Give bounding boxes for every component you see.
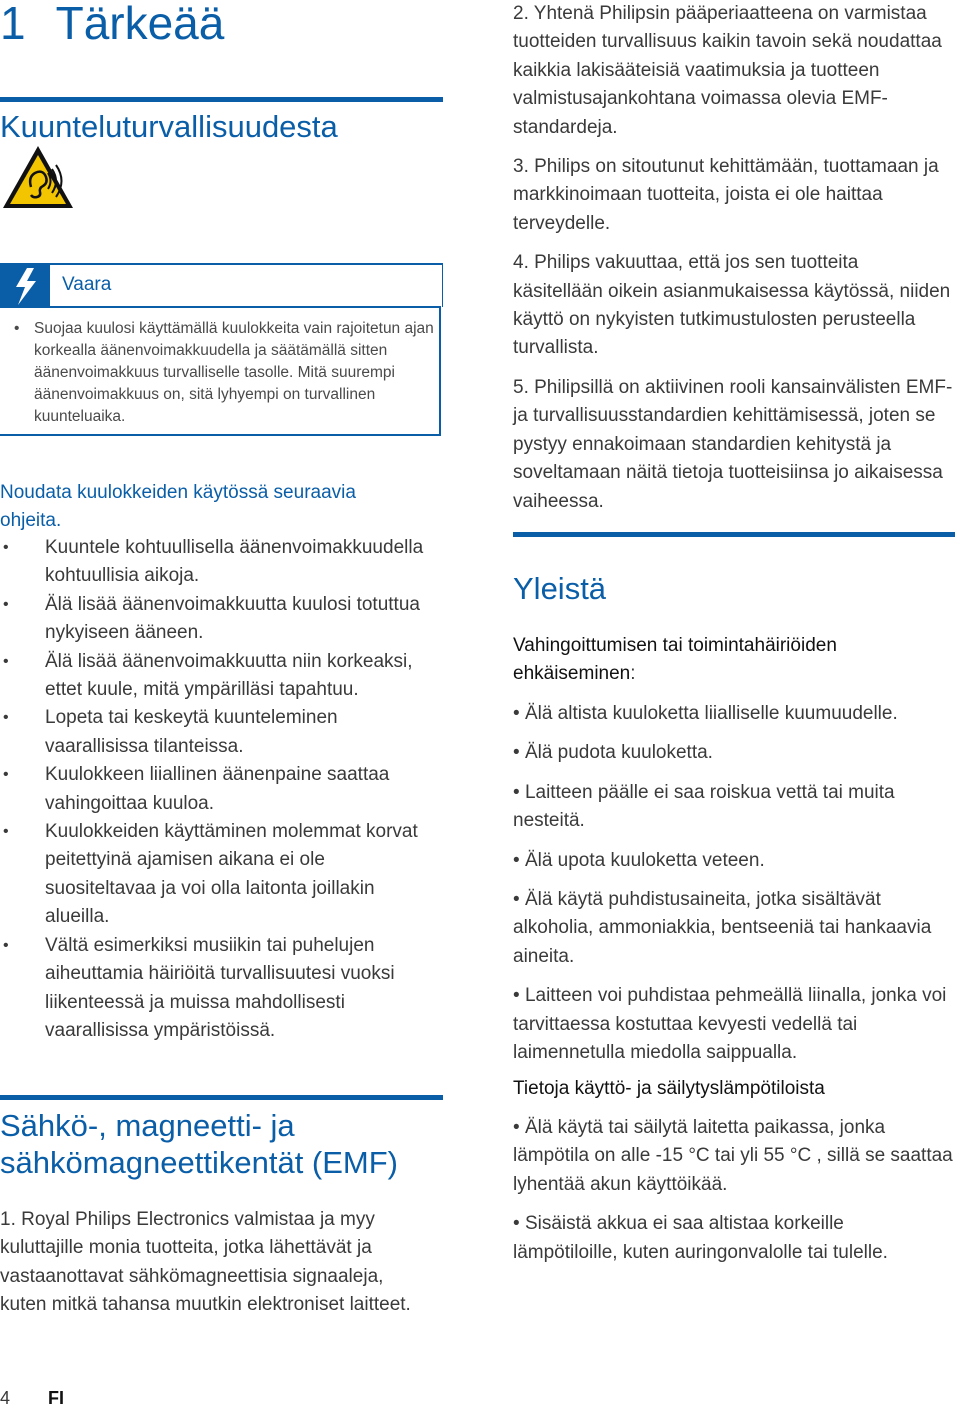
list-item: • Kuuntele kohtuullisella äänenvoimakkuudella kohtuullisia aikoja. xyxy=(0,534,425,591)
chapter-title xyxy=(0,0,224,50)
list-item: • Älä käytä puhdistusaineita, jotka sisältävät alkoholia, ammoniakkia, bentseeniä tai hankaavia aineita. xyxy=(513,889,932,967)
list-item-text: Sisäistä akkua ei saa altistaa korkeille lämpötiloille, kuten auringonvalolle tai tulelle. xyxy=(513,1213,888,1263)
list-item: • Älä lisää äänenvoimakkuutta kuulosi totuttua nykyiseen ääneen. xyxy=(0,591,425,648)
list-item-text: Älä upota kuuloketta veteen. xyxy=(524,849,765,871)
page-number: 4 xyxy=(0,1388,11,1408)
list-item: • Vältä esimerkiksi musiikin tai puhelujen aiheuttamia häiriöitä turvallisuutesi vuoksi liikenteessä ja muissa mahdollisesti vaarallisissa ympäristöissä. xyxy=(0,932,425,1046)
general-title: Yleistä xyxy=(513,571,607,606)
danger-badge xyxy=(0,265,50,307)
listening-safety-lead: Noudata kuulokkeiden käytössä seuraavia ohjeita. xyxy=(0,482,356,531)
chapter-title-text: Tärkeää xyxy=(55,0,225,49)
listening-safety-title: Kuunteluturvallisuudesta xyxy=(0,109,338,144)
list-item: • Älä käytä tai säilytä laitetta paikassa, jonka lämpötila on alle -15 °C tai yli 55 °C , sillä se saattaa lyhentää akun käyttöikää. xyxy=(513,1117,953,1195)
temp-list xyxy=(513,1114,953,1267)
list-item: • Älä altista kuuloketta liialliselle kuumuudelle. xyxy=(513,703,898,724)
list-item-text: Älä pudota kuuloketta. xyxy=(524,742,713,764)
listening-safety-list xyxy=(0,534,425,1045)
list-item: • Älä lisää äänenvoimakkuutta niin korkeaksi, ettet kuule, mitä ympärilläsi tapahtuu. xyxy=(0,648,425,705)
language-code: FI xyxy=(48,1388,64,1408)
danger-text-list xyxy=(14,318,434,428)
damage-heading-text: Vahingoittumisen tai toimintahäiriöiden ehkäiseminen xyxy=(513,635,837,684)
list-item: • Laitteen voi puhdistaa pehmeällä liinalla, jonka voi tarvittaessa kostuttaa kevyesti vedellä tai laimennetulla miedolla saippualla. xyxy=(513,985,947,1064)
emf-point: 1. Royal Philips Electronics valmistaa ja myy kuluttajille monia tuotteita, jotka lähettävät ja vastaanottavat sähkömagneettisia signaaleja, kuten mitkä tahansa muutkin elektroniset laitteet. xyxy=(0,1209,411,1316)
list-item: • Kuulokkeen liiallinen äänenpaine saattaa vahingoittaa kuuloa. xyxy=(0,761,425,818)
section-divider xyxy=(513,532,955,537)
danger-label: Vaara xyxy=(62,274,112,295)
section-divider xyxy=(0,97,443,102)
emf-title-line2: sähkömagneettikentät (EMF) xyxy=(0,1145,399,1180)
list-item: • Sisäistä akkua ei saa altistaa korkeille lämpötiloille, kuten auringonvalolle tai tulelle. xyxy=(513,1213,888,1263)
damage-list xyxy=(513,700,953,1067)
list-item-text: Laitteen voi puhdistaa pehmeällä liinalla, jonka voi tarvittaessa kostuttaa kevyesti vedellä tai laimennetulla miedolla saippualla. xyxy=(513,985,947,1064)
hearing-damage-warning-icon xyxy=(0,143,76,211)
section-divider xyxy=(0,1095,443,1100)
emf-points-right xyxy=(513,0,953,516)
list-item-text: Älä käytä puhdistusaineita, jotka sisältävät alkoholia, ammoniakkia, bentseeniä tai hankaavia aineita. xyxy=(513,889,932,967)
temp-heading: Tietoja käyttö- ja säilytyslämpötiloista xyxy=(513,1078,825,1099)
damage-heading-suffix: : xyxy=(630,663,636,684)
emf-point: 4. Philips vakuuttaa, että jos sen tuotteita käsitellään oikein asianmukaisessa käytössä, niiden käyttö on nykyisten tutkimustulosten perusteella turvallista. xyxy=(513,252,951,359)
emf-title-line1: Sähkö-, magneetti- ja xyxy=(0,1108,295,1143)
lightning-bolt-icon xyxy=(0,265,50,307)
emf-point: 2. Yhtenä Philipsin pääperiaatteena on varmistaa tuotteiden turvallisuus kaikin tavoin sekä noudattaa kaikkia lakisääteisiä vaatimuksia ja tuotteen valmistusajankohtana voimassa olevia EMF-standardeja. xyxy=(513,3,942,138)
emf-point: 3. Philips on sitoutunut kehittämään, tuottamaan ja markkinoimaan tuotteita, joista ei ole haittaa terveydelle. xyxy=(513,156,939,234)
listening-safety-list-container xyxy=(0,534,425,1045)
list-item: • Älä upota kuuloketta veteen. xyxy=(513,849,765,871)
list-item: • Älä pudota kuuloketta. xyxy=(513,742,713,764)
emf-title xyxy=(0,1107,398,1181)
list-item: • Lopeta tai keskeytä kuunteleminen vaarallisissa tilanteissa. xyxy=(0,704,425,761)
list-item-text: Älä käytä tai säilytä laitetta paikassa, jonka lämpötila on alle -15 °C tai yli 55 °C , sillä se saattaa lyhentää akun käyttöikää. xyxy=(513,1117,953,1195)
damage-heading xyxy=(513,632,913,688)
list-item-text: Laitteen päälle ei saa roiskua vettä tai muita nesteitä. xyxy=(513,781,895,832)
emf-point: 5. Philipsillä on aktiivinen rooli kansainvälisten EMF- ja turvallisuusstandardien kehittämisessä, joten se pystyy ennakoimaan standardien kehitystä ja soveltamaan näitä tietoja tuotteisiinsa jo aikaisessa vaiheessa. xyxy=(513,376,953,512)
list-item: • Kuulokkeiden käyttäminen molemmat korvat peitettyinä ajamisen aikana ei ole suositeltavaa ja voi olla laitonta joillakin alueilla. xyxy=(0,818,425,932)
danger-text: • Suojaa kuulosi käyttämällä kuulokkeita vain rajoitetun ajan korkealla äänenvoimakkuudella ja säätämällä sitten äänenvoimakkuus turvalliselle tasolle. Mitä suurempi äänenvoimakkuus on, sitä lyhyempi on turvallinen kuunteluaika. xyxy=(14,318,434,428)
list-item-text: Älä altista kuuloketta liialliselle kuumuudelle. xyxy=(524,703,898,724)
list-item: • Laitteen päälle ei saa roiskua vettä tai muita nesteitä. xyxy=(513,781,895,832)
chapter-number: 1 xyxy=(0,0,26,49)
